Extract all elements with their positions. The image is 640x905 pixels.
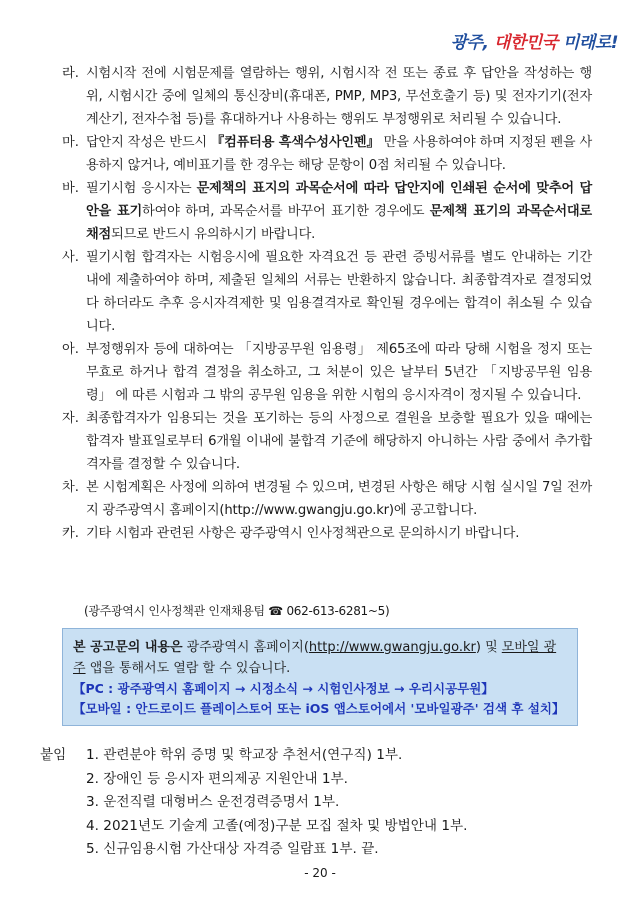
item-marker: 마. <box>62 135 79 150</box>
item-text-segment: 기타 시험과 관련된 사항은 광주광역시 인사정책관으로 문의하시기 바랍니다. <box>86 526 520 541</box>
attachments <box>40 744 467 862</box>
notice-item <box>62 62 592 131</box>
item-text <box>86 62 592 131</box>
attachment-item <box>40 768 467 792</box>
item-text <box>86 246 592 338</box>
item-text-segment: 부정행위자 등에 대하여는 「지방공무원 임용령」 제65조에 따라 당해 시험을 정지 또는 무효로 하거나 합격 결정을 취소하고, 그 처분이 있은 날부터 5년간 「지방공무원 임용령」 에 따른 시험과 그 밖의 공무원 임용을 위한 시험의 응시자격이 정지될 수 있습니다. <box>86 342 592 403</box>
notice-item <box>62 476 592 522</box>
item-marker: 카. <box>62 526 79 541</box>
item-text-segment: 만을 사용하여야 하며 지정된 펜을 사용하지 않거나, 예비표기를 한 경우는 해당 문항이 0점 처리될 수 있습니다. <box>86 135 593 173</box>
notice-box <box>62 628 578 726</box>
attachment-lead: 붙임 <box>40 747 67 763</box>
attachment-text: 4. 2021년도 기술계 고졸(예정)구분 모집 절차 및 방법안내 1부. <box>86 817 468 834</box>
item-text-segment: 필기시험 응시자는 <box>86 181 197 196</box>
attachment-text: 5. 신규임용시험 가산대상 자격증 일람표 1부. 끝. <box>86 841 379 857</box>
item-marker: 아. <box>62 342 79 357</box>
city-slogan-logo <box>451 28 618 53</box>
notice-item <box>62 407 592 476</box>
logo-text-2: 대한민국 <box>488 33 563 53</box>
item-text-segment: 본 시험계획은 사정에 의하여 변경될 수 있으며, 변경된 사항은 해당 시험 실시일 7일 전까지 광주광역시 홈페이지(http://www.gwangju.go.kr)에 공고합니다. <box>86 480 592 518</box>
attachment-text: 1. 관련분야 학위 증명 및 학교장 추천서(연구직) 1부. <box>86 747 403 763</box>
item-text-segment: 최종합격자가 임용되는 것을 포기하는 등의 사정으로 결원을 보충할 필요가 있을 때에는 합격자 발표일로부터 6개월 이내에 불합격 기준에 해당하지 아니하는 사람 중에서 추가합격자를 결정할 수 있습니다. <box>86 411 592 472</box>
item-text-segment: 하여야 하며, 과목순서를 바꾸어 표기한 경우에도 <box>142 204 430 219</box>
attachment-item <box>40 744 467 768</box>
notice-item <box>62 522 592 545</box>
attachment-lead <box>40 791 86 815</box>
attachment-lead <box>40 815 86 839</box>
item-marker: 사. <box>62 250 79 265</box>
item-text <box>86 407 592 476</box>
homepage-link[interactable]: http://www.gwangju.go.kr <box>308 640 476 655</box>
attachment-item <box>40 815 467 839</box>
attachment-lead <box>40 838 86 862</box>
item-text-segment: 되므로 반드시 유의하시기 바랍니다. <box>111 227 316 242</box>
notice-item <box>62 131 592 177</box>
mobile-app-link[interactable]: 모바일 광주 <box>73 640 557 676</box>
item-text <box>86 338 592 407</box>
page-number: - 20 - <box>304 866 336 880</box>
logo-text-3: 미래로! <box>562 33 618 53</box>
attachment-lead <box>40 768 86 792</box>
notice-items-list <box>62 62 592 545</box>
item-marker: 자. <box>62 411 79 426</box>
mobile-path: 【모바일 : 안드로이드 플레이스토어 또는 iOS 앱스토어에서 '모바일광주' 검색 후 설치】 <box>73 701 565 716</box>
item-text-segment: 필기시험 합격자는 시험응시에 필요한 자격요건 등 관련 증빙서류를 별도 안내하는 기간 내에 제출하여야 하며, 제출된 일체의 서류는 반환하지 않습니다. 최종합격자로 결정되었다 하더라도 추후 응시자격제한 및 임용결격자로 확인될 경우에는 합격이 취소될 수 있습니다. <box>86 250 592 334</box>
logo-text-1: 광주, <box>450 33 489 53</box>
item-text-bold: 『컴퓨터용 흑색수성사인펜』 <box>211 135 380 150</box>
notice-main-text: 본 공고문의 내용은 광주광역시 홈페이지(http://www.gwangju.go.kr) 및 모바일 광주 앱을 통해서도 열람 할 수 있습니다. <box>73 640 557 676</box>
item-text-segment: 답안지 작성은 반드시 <box>86 135 212 150</box>
notice-item <box>62 338 592 407</box>
item-marker: 라. <box>62 66 79 81</box>
notice-item <box>62 177 592 246</box>
item-text-bold: 문제책 표기의 과목순서대로 채점 <box>86 204 592 242</box>
attachment-item <box>40 791 467 815</box>
item-marker: 바. <box>62 181 79 196</box>
item-text <box>86 177 592 246</box>
attachment-text: 3. 운전직렬 대형버스 운전경력증명서 1부. <box>86 794 340 810</box>
item-marker: 차. <box>62 480 79 495</box>
item-text <box>86 476 592 522</box>
contact-info: (광주광역시 인사정책관 인재채용팀 ☎ 062-613-6281~5) <box>84 604 390 618</box>
attachment-text: 2. 장애인 등 응시자 편의제공 지원안내 1부. <box>86 770 348 787</box>
item-text-bold: 문제책의 표지의 과목순서에 따라 답안지에 인쇄된 순서에 맞추어 답안을 표기 <box>86 181 592 219</box>
pc-path: 【PC : 광주광역시 홈페이지 → 시정소식 → 시험인사정보 → 우리시공무원】 <box>73 681 494 696</box>
attachment-item <box>40 838 467 862</box>
item-text <box>86 522 592 545</box>
item-text <box>86 131 592 177</box>
notice-item <box>62 246 592 338</box>
item-text-segment: 시험시작 전에 시험문제를 열람하는 행위, 시험시작 전 또는 종료 후 답안을 작성하는 행위, 시험시간 중에 일체의 통신장비(휴대폰, PMP, MP3, 무선호출기 등) 및 전자기기(전자계산기, 전자수첩 등)를 휴대하거나 사용하는 행위도 부정행위로 처리될 수 있습니다. <box>86 66 592 127</box>
